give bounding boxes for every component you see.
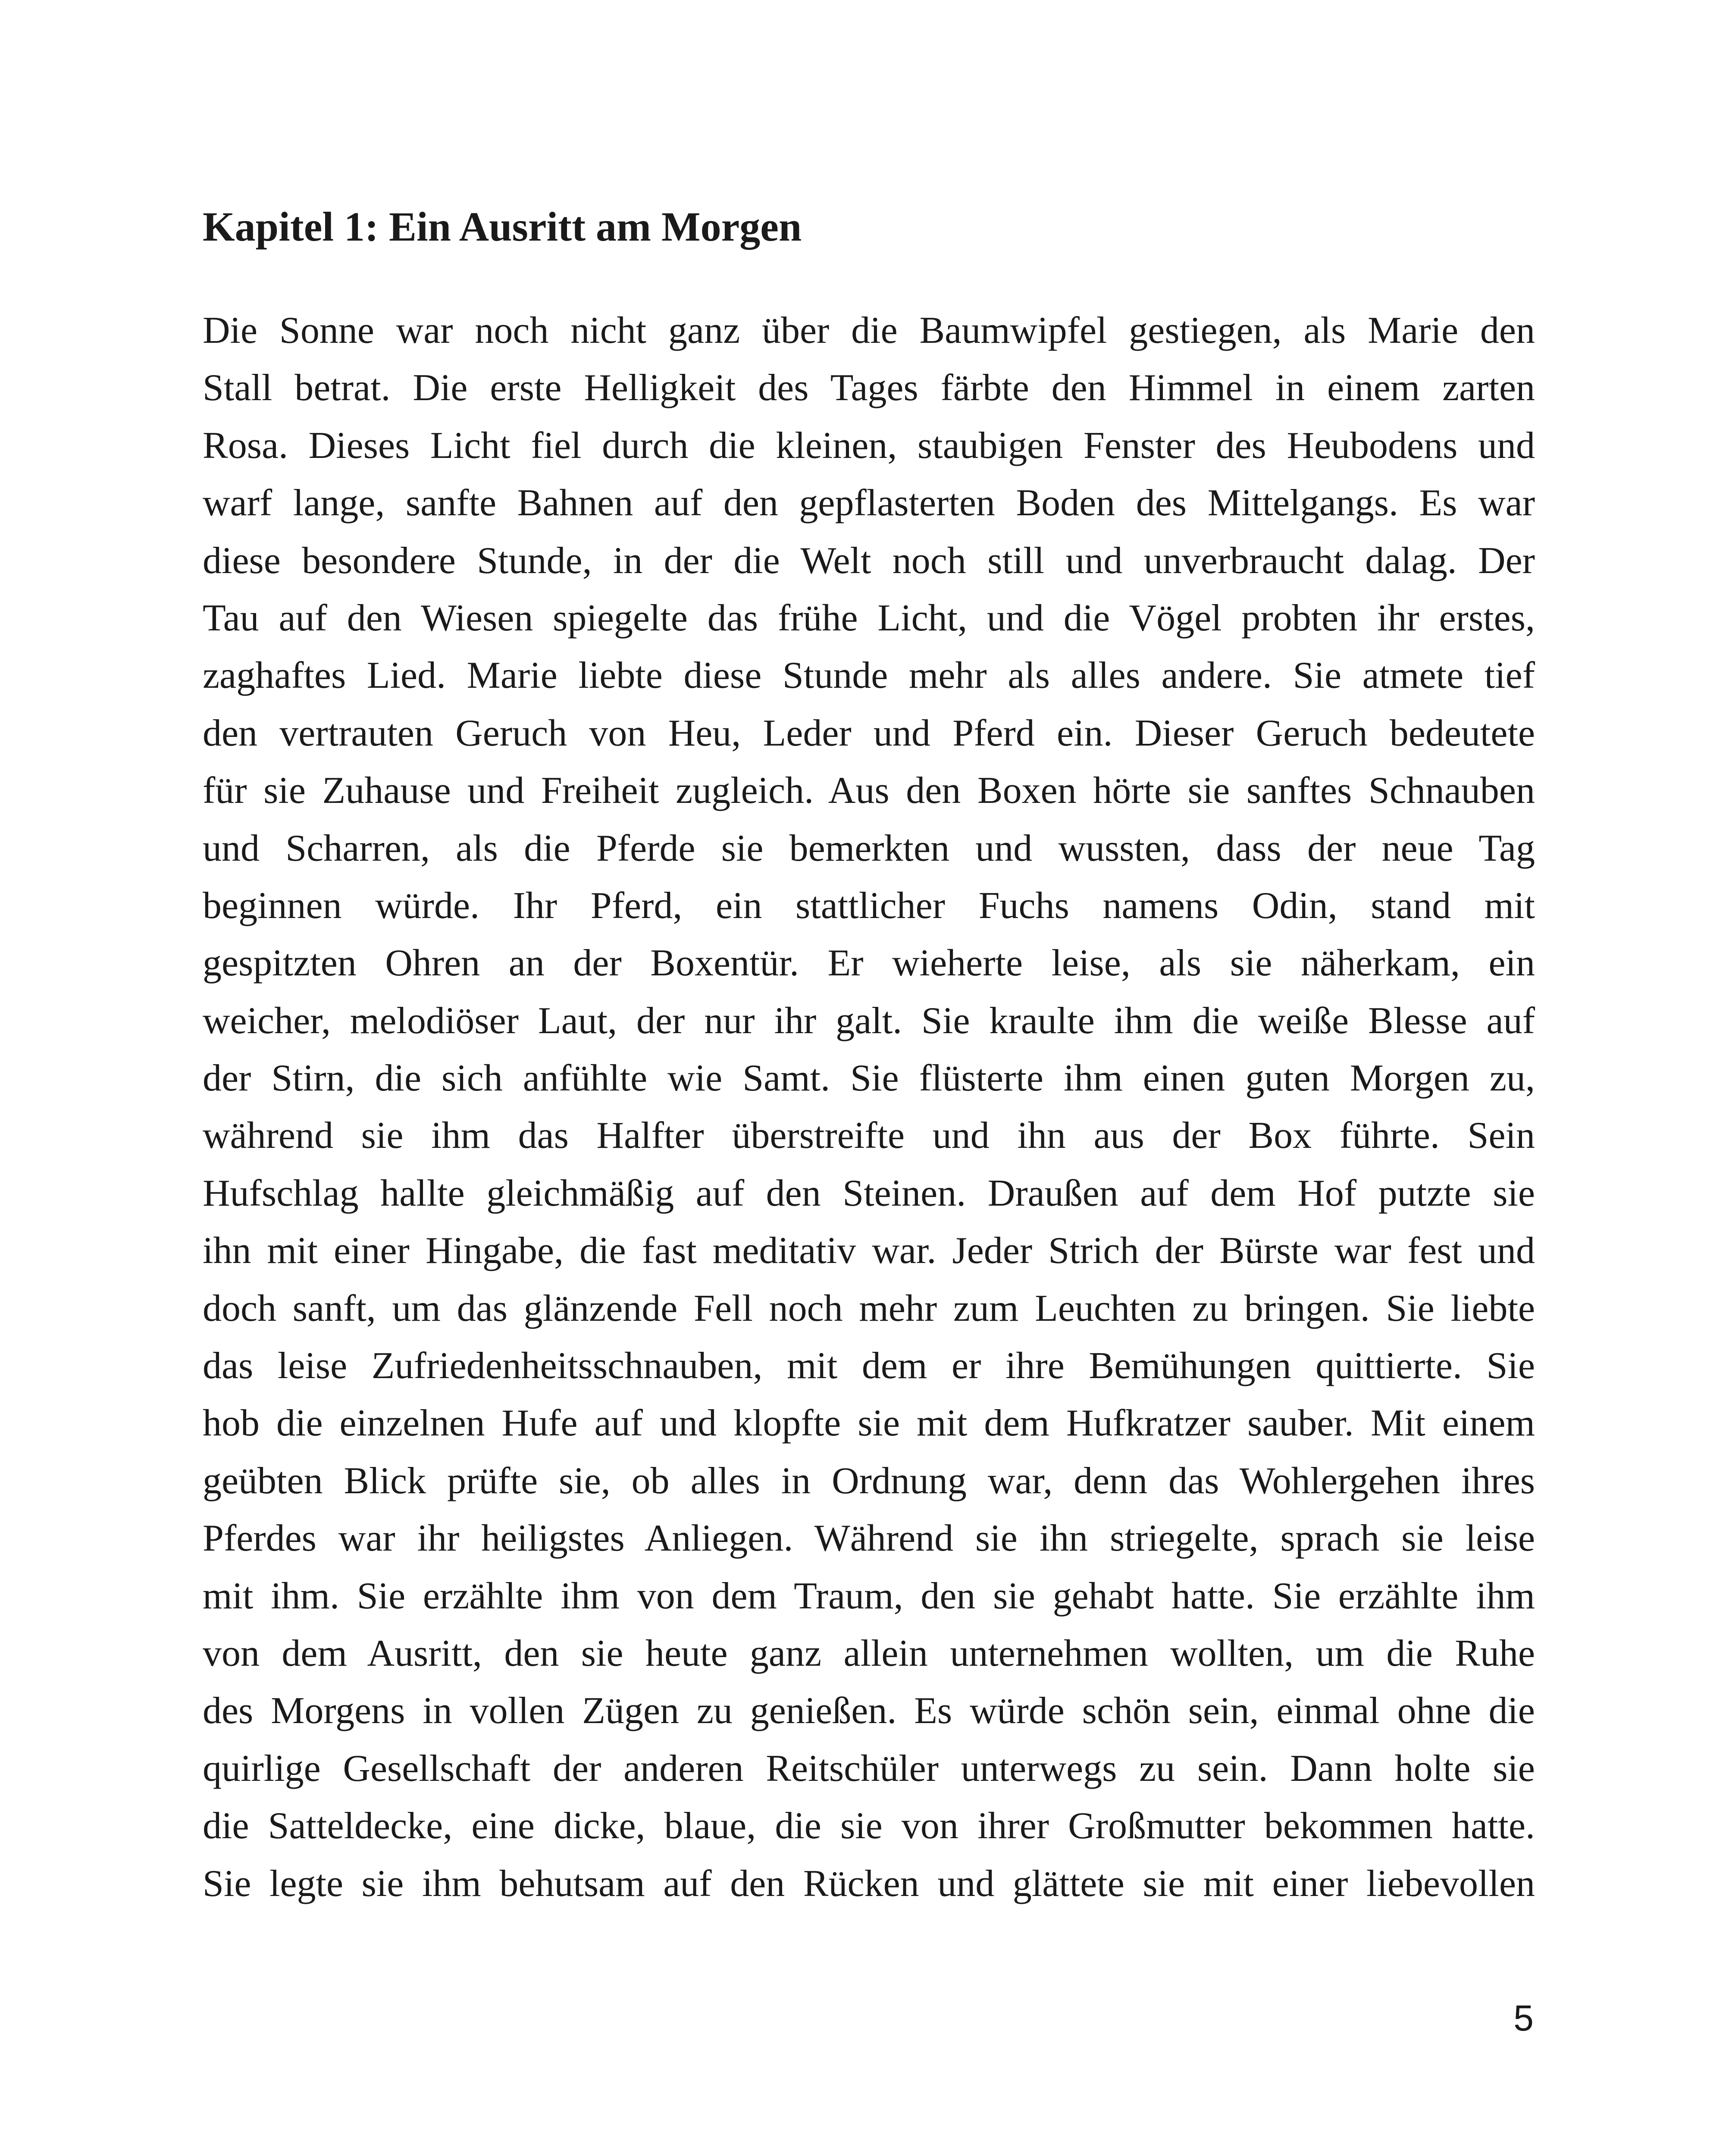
text-line: und Scharren, als die Pferde sie bemerkten und wussten, dass der neue Tag	[203, 827, 1535, 869]
text-line: mit ihm. Sie erzählte ihm von dem Traum, den sie gehabt hatte. Sie erzählte ihm	[203, 1575, 1535, 1617]
text-line: gespitzten Ohren an der Boxentür. Er wieherte leise, als sie näherkam, ein	[203, 942, 1535, 984]
text-line: hob die einzelnen Hufe auf und klopfte sie mit dem Hufkratzer sauber. Mit einem	[203, 1402, 1535, 1445]
text-line: quirlige Gesellschaft der anderen Reitschüler unterwegs zu sein. Dann holte sie	[203, 1747, 1535, 1789]
text-line: Sie legte sie ihm behutsam auf den Rücken und glättete sie mit einer liebevollen	[203, 1862, 1535, 1905]
text-line: Pferdes war ihr heiligstes Anliegen. Während sie ihn striegelte, sprach sie leise	[203, 1517, 1535, 1560]
text-line: das leise Zufriedenheitsschnauben, mit dem er ihre Bemühungen quittierte. Sie	[203, 1345, 1535, 1387]
text-line: für sie Zuhause und Freiheit zugleich. Aus den Boxen hörte sie sanftes Schnauben	[203, 770, 1535, 812]
text-line: zaghaftes Lied. Marie liebte diese Stunde mehr als alles andere. Sie atmete tief	[203, 655, 1535, 697]
text-line: geübten Blick prüfte sie, ob alles in Ordnung war, denn das Wohlergehen ihres	[203, 1460, 1535, 1502]
page-number: 5	[1513, 1998, 1534, 2038]
text-line: der Stirn, die sich anfühlte wie Samt. Sie flüsterte ihm einen guten Morgen zu,	[203, 1057, 1535, 1100]
text-line: ihn mit einer Hingabe, die fast meditativ war. Jeder Strich der Bürste war fest und	[203, 1230, 1535, 1272]
text-line: Rosa. Dieses Licht fiel durch die kleinen, staubigen Fenster des Heubodens und	[203, 424, 1535, 467]
text-line: Stall betrat. Die erste Helligkeit des Tages färbte den Himmel in einem zarten	[203, 367, 1535, 409]
text-line: Tau auf den Wiesen spiegelte das frühe Licht, und die Vögel probten ihr erstes,	[203, 597, 1535, 639]
text-line: diese besondere Stunde, in der die Welt noch still und unverbraucht dalag. Der	[203, 539, 1535, 582]
text-line: beginnen würde. Ihr Pferd, ein stattlicher Fuchs namens Odin, stand mit	[203, 884, 1535, 927]
body-paragraph	[203, 302, 1535, 1912]
text-line: Hufschlag hallte gleichmäßig auf den Steinen. Draußen auf dem Hof putzte sie	[203, 1172, 1535, 1214]
text-line: die Satteldecke, eine dicke, blaue, die sie von ihrer Großmutter bekommen hatte.	[203, 1805, 1535, 1847]
text-line: des Morgens in vollen Zügen zu genießen. Es würde schön sein, einmal ohne die	[203, 1690, 1535, 1732]
text-line: Die Sonne war noch nicht ganz über die Baumwipfel gestiegen, als Marie den	[203, 310, 1535, 351]
text-line: warf lange, sanfte Bahnen auf den gepflasterten Boden des Mittelgangs. Es war	[203, 482, 1535, 524]
text-line: den vertrauten Geruch von Heu, Leder und Pferd ein. Dieser Geruch bedeutete	[203, 712, 1535, 754]
chapter-title: Kapitel 1: Ein Ausritt am Morgen	[203, 204, 802, 250]
text-line: doch sanft, um das glänzende Fell noch mehr zum Leuchten zu bringen. Sie liebte	[203, 1287, 1535, 1329]
text-line: von dem Ausritt, den sie heute ganz allein unternehmen wollten, um die Ruhe	[203, 1632, 1535, 1674]
text-line: weicher, melodiöser Laut, der nur ihr galt. Sie kraulte ihm die weiße Blesse auf	[203, 1000, 1535, 1042]
text-line: während sie ihm das Halfter überstreifte und ihn aus der Box führte. Sein	[203, 1115, 1535, 1157]
